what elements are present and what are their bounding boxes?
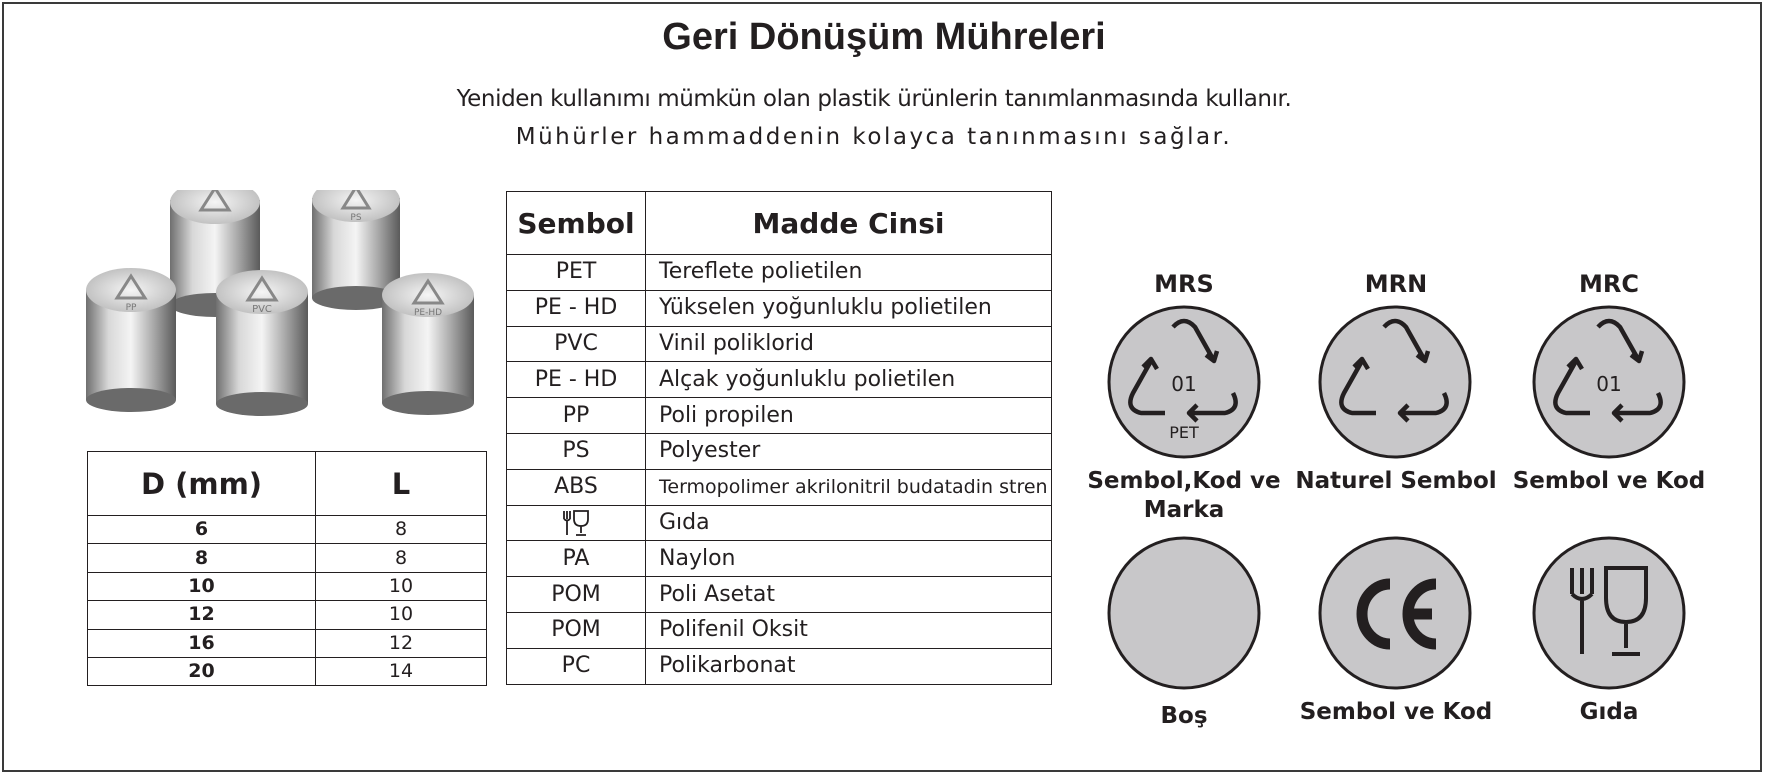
table-row — [507, 505, 1052, 541]
symbol-cell: POM — [507, 577, 646, 613]
header-diameter: D (mm) — [88, 452, 316, 516]
food-safe-icon — [561, 509, 591, 537]
stamp-cylinder-front-left — [86, 268, 176, 412]
table-row — [88, 601, 487, 629]
material-cell: Alçak yoğunluklu polietilen — [646, 362, 1052, 398]
seal-code-mrn: MRN — [1364, 270, 1428, 298]
stamp-mark-ps: PS — [350, 213, 362, 223]
seal-ce-label: Sembol ve Kod — [1299, 699, 1493, 725]
length-cell: 8 — [316, 544, 487, 572]
table-row — [88, 629, 487, 657]
material-cell: Gıda — [646, 505, 1052, 541]
header-length: L — [316, 452, 487, 516]
material-table — [506, 191, 1052, 685]
seal-mrn-label: Naturel Sembol — [1295, 468, 1497, 494]
table-row — [507, 541, 1052, 577]
header-material: Madde Cinsi — [646, 192, 1052, 255]
material-cell: Poli propilen — [646, 398, 1052, 434]
material-cell: Polyester — [646, 433, 1052, 469]
diameter-cell: 16 — [88, 629, 316, 657]
seal-code-mrc: MRC — [1579, 270, 1639, 298]
dimensions-table — [87, 451, 487, 686]
seal-mrc-label: Sembol ve Kod — [1512, 468, 1706, 494]
table-row — [88, 572, 487, 600]
header-symbol: Sembol — [507, 192, 646, 255]
seal-mrs — [1107, 305, 1261, 459]
table-row — [507, 577, 1052, 613]
material-cell: Termopolimer akrilonitril budatadin stren — [646, 469, 1052, 505]
seal-blank — [1107, 536, 1261, 690]
material-header-row — [507, 192, 1052, 255]
stamp-cylinder-front-right — [382, 273, 474, 415]
seal-mrc — [1532, 305, 1686, 459]
seal-mrs-label-line2: Marka — [1143, 497, 1225, 523]
diameter-cell: 10 — [88, 572, 316, 600]
length-cell: 10 — [316, 572, 487, 600]
length-cell: 14 — [316, 657, 487, 685]
subtitle-line-1: Yeniden kullanımı mümkün olan plastik ürünlerin tanımlanmasında kullanır. — [456, 86, 1292, 112]
symbol-cell: PC — [507, 648, 646, 684]
stamp-mark-pe-hd: PE-HD — [413, 308, 443, 318]
stamp-mark-pvc: PVC — [252, 304, 272, 315]
symbol-cell: POM — [507, 612, 646, 648]
stamp-cylinder-front-middle — [216, 270, 308, 416]
length-cell: 8 — [316, 516, 487, 544]
table-row — [507, 433, 1052, 469]
symbol-cell: PE - HD — [507, 290, 646, 326]
symbol-cell: PS — [507, 433, 646, 469]
material-cell: Yükselen yoğunluklu polietilen — [646, 290, 1052, 326]
length-cell: 12 — [316, 629, 487, 657]
table-row — [507, 255, 1052, 291]
material-cell: Polifenil Oksit — [646, 612, 1052, 648]
stamp-mark-pp: PP — [125, 303, 137, 313]
table-row — [507, 290, 1052, 326]
seal-food — [1532, 536, 1686, 690]
seal-food-label: Gıda — [1579, 699, 1639, 725]
seal-mrs-label-line1: Sembol,Kod ve — [1087, 468, 1281, 494]
diameter-cell: 6 — [88, 516, 316, 544]
diameter-cell: 20 — [88, 657, 316, 685]
seal-mrs-label — [1069, 467, 1299, 525]
symbol-cell: PET — [507, 255, 646, 291]
seal-mrs-mark: PET — [1169, 423, 1199, 442]
symbol-cell: PA — [507, 541, 646, 577]
symbol-cell — [507, 505, 646, 541]
dimensions-header-row — [88, 452, 487, 516]
table-row — [507, 648, 1052, 684]
material-cell: Poli Asetat — [646, 577, 1052, 613]
material-cell: Tereflete polietilen — [646, 255, 1052, 291]
seal-code-mrs: MRS — [1154, 270, 1214, 298]
table-row — [507, 398, 1052, 434]
symbol-cell: PVC — [507, 326, 646, 362]
symbol-cell: PE - HD — [507, 362, 646, 398]
material-cell: Naylon — [646, 541, 1052, 577]
page-title: Geri Dönüşüm Mühreleri — [662, 16, 1106, 58]
symbol-cell: ABS — [507, 469, 646, 505]
diameter-cell: 12 — [88, 601, 316, 629]
table-row — [507, 326, 1052, 362]
table-row — [507, 362, 1052, 398]
seal-ce — [1318, 536, 1472, 690]
table-row — [507, 612, 1052, 648]
material-cell: Polikarbonat — [646, 648, 1052, 684]
seal-mrc-number: 01 — [1596, 372, 1622, 396]
seal-mrn — [1318, 305, 1472, 459]
seal-blank-label: Boş — [1160, 703, 1208, 729]
material-cell: Vinil poliklorid — [646, 326, 1052, 362]
diameter-cell: 8 — [88, 544, 316, 572]
length-cell: 10 — [316, 601, 487, 629]
seal-mrs-number: 01 — [1171, 372, 1197, 396]
symbol-cell: PP — [507, 398, 646, 434]
product-photo — [84, 190, 484, 430]
table-row — [88, 516, 487, 544]
subtitle-line-2: Mühürler hammaddenin kolayca tanınmasını sağlar. — [515, 124, 1233, 150]
table-row — [88, 544, 487, 572]
table-row — [507, 469, 1052, 505]
table-row — [88, 657, 487, 685]
